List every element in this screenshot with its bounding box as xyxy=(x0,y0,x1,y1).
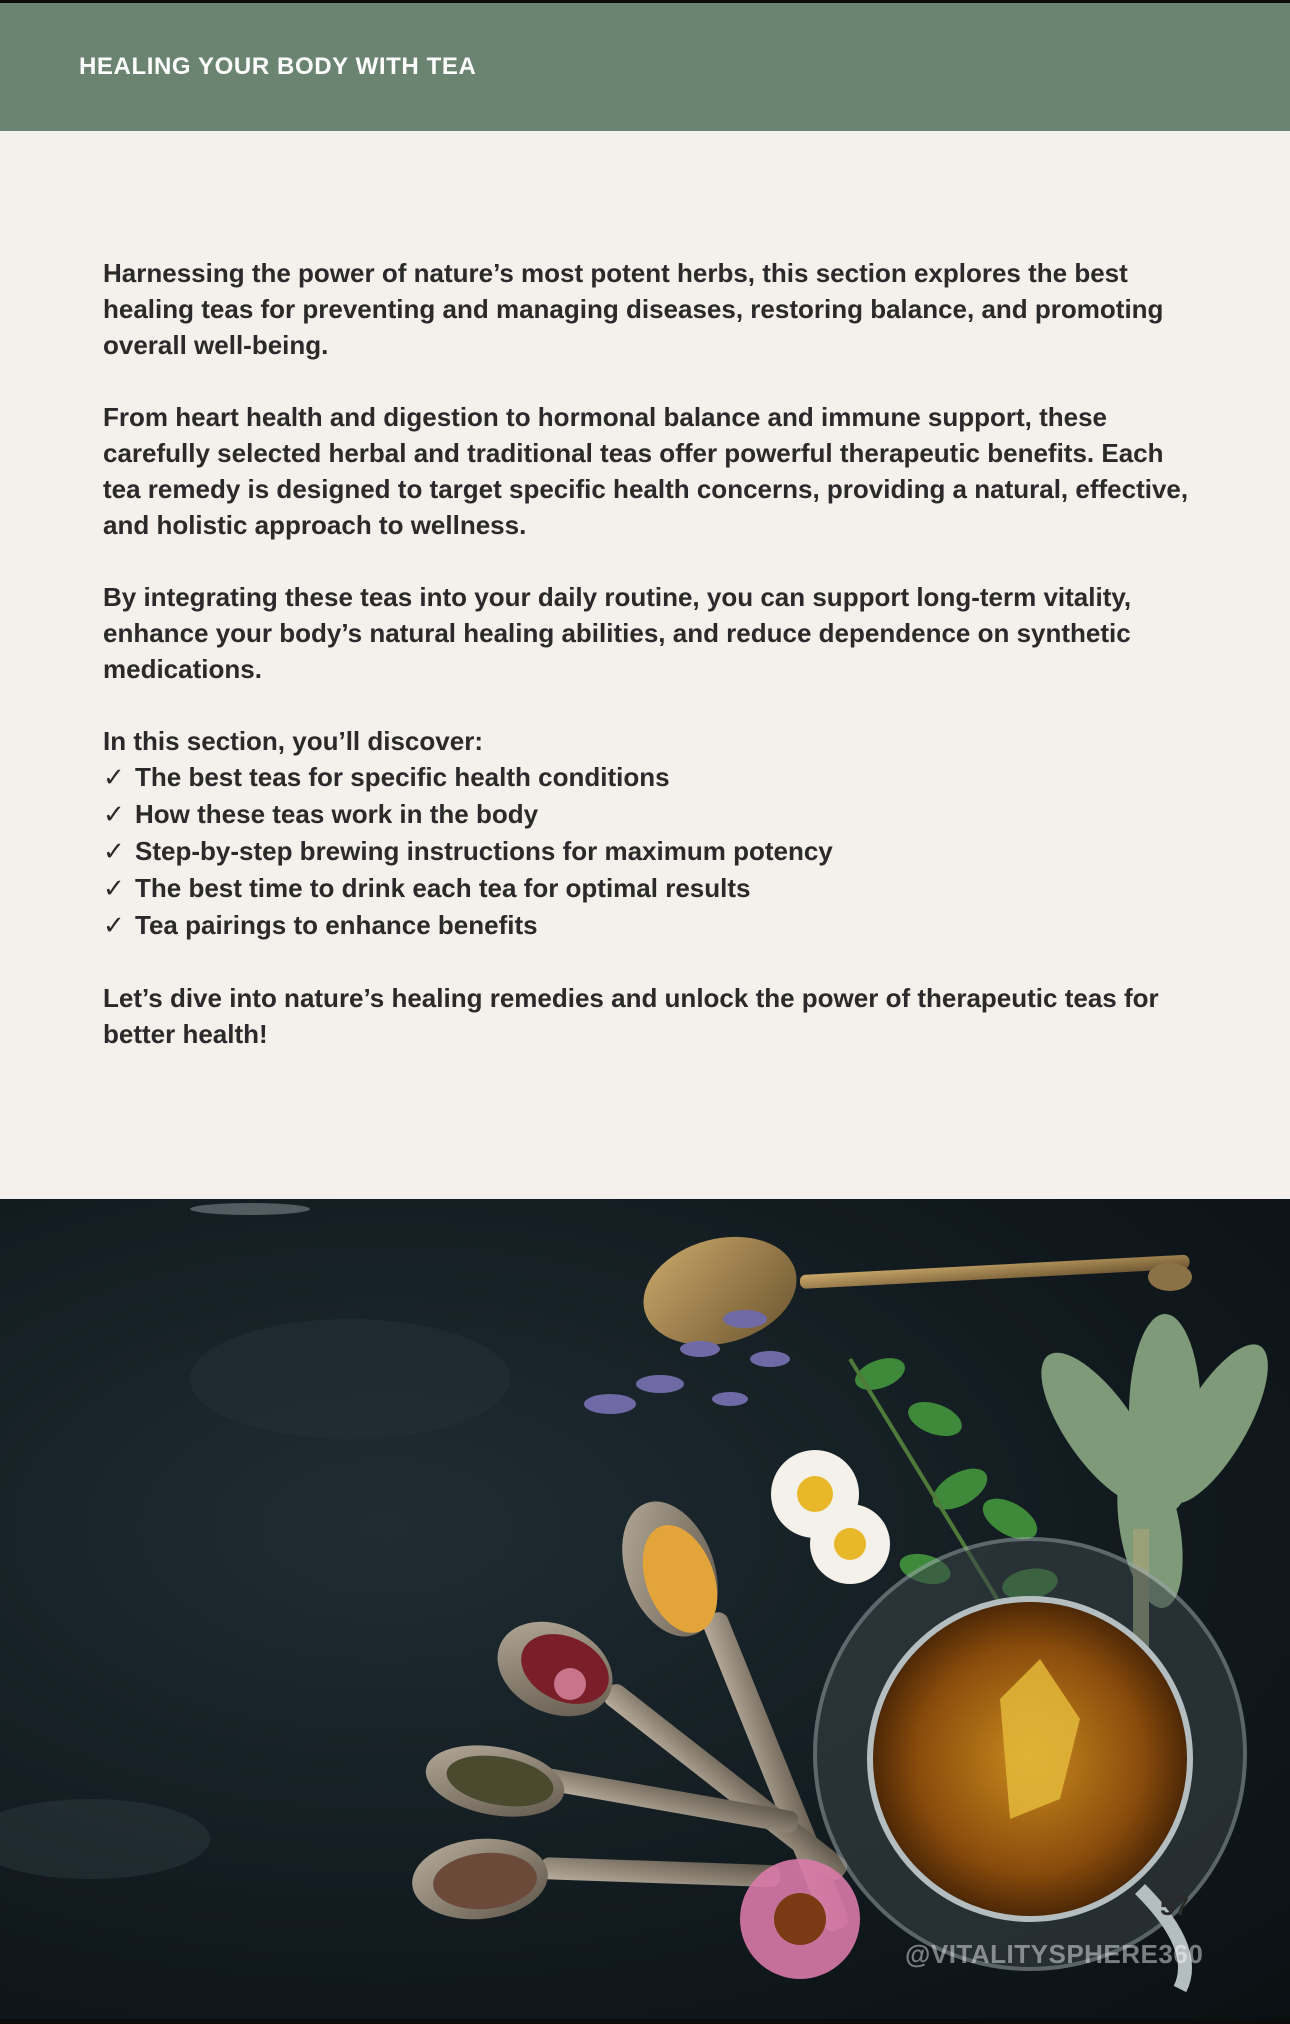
page-number: 57 xyxy=(1160,1891,1189,1921)
discover-checklist xyxy=(103,759,1193,944)
document-page xyxy=(0,3,1290,2019)
herb-mix-spoon xyxy=(409,1833,781,1925)
list-item-text: Tea pairings to enhance benefits xyxy=(135,910,538,940)
echinacea-flower xyxy=(740,1859,860,1979)
herbal-tea-illustration xyxy=(0,1199,1290,2019)
checkmark-icon: ✓ xyxy=(103,837,125,867)
checkmark-icon: ✓ xyxy=(103,800,125,830)
intro-paragraph: Harnessing the power of nature’s most potent herbs, this section explores the best healing teas for preventing and managing diseases, restoring balance, and promoting overall well-being. xyxy=(103,258,1164,360)
herbal-tea-photo xyxy=(0,1199,1290,2019)
body-text xyxy=(103,255,1193,1088)
list-item xyxy=(103,833,1193,870)
brass-spoon xyxy=(631,1221,1192,1362)
list-intro: In this section, you’ll discover: xyxy=(103,726,483,756)
checkmark-icon: ✓ xyxy=(103,911,125,941)
list-item-text: Step-by-step brewing instructions for maximum potency xyxy=(135,836,833,866)
checkmark-icon: ✓ xyxy=(103,874,125,904)
list-item-text: The best time to drink each tea for optimal results xyxy=(135,873,751,903)
list-item-text: The best teas for specific health conditions xyxy=(135,762,670,792)
list-item xyxy=(103,796,1193,833)
chamomile-flowers xyxy=(771,1450,890,1584)
list-item xyxy=(103,907,1193,944)
closing-paragraph: Let’s dive into nature’s healing remedies and unlock the power of therapeutic teas for better health! xyxy=(103,983,1159,1049)
list-item xyxy=(103,759,1193,796)
benefits-paragraph: From heart health and digestion to hormonal balance and immune support, these carefully selected herbal and traditional teas offer powerful therapeutic benefits. Each tea remedy is designed to target specific health concerns, providing a natural, effective, and holistic approach to wellness. xyxy=(103,402,1189,540)
hibiscus-spoon xyxy=(482,1604,851,1884)
checkmark-icon: ✓ xyxy=(103,763,125,793)
list-item xyxy=(103,870,1193,907)
list-item-text: How these teas work in the body xyxy=(135,799,539,829)
routine-paragraph: By integrating these teas into your daily routine, you can support long-term vitality, enhance your body’s natural healing abilities, and reduce dependence on synthetic medications. xyxy=(103,582,1132,684)
header-title: HEALING YOUR BODY WITH TEA xyxy=(79,53,477,80)
page-header xyxy=(0,3,1290,131)
watermark: @VITALITYSPHERE360 xyxy=(905,1939,1204,1969)
